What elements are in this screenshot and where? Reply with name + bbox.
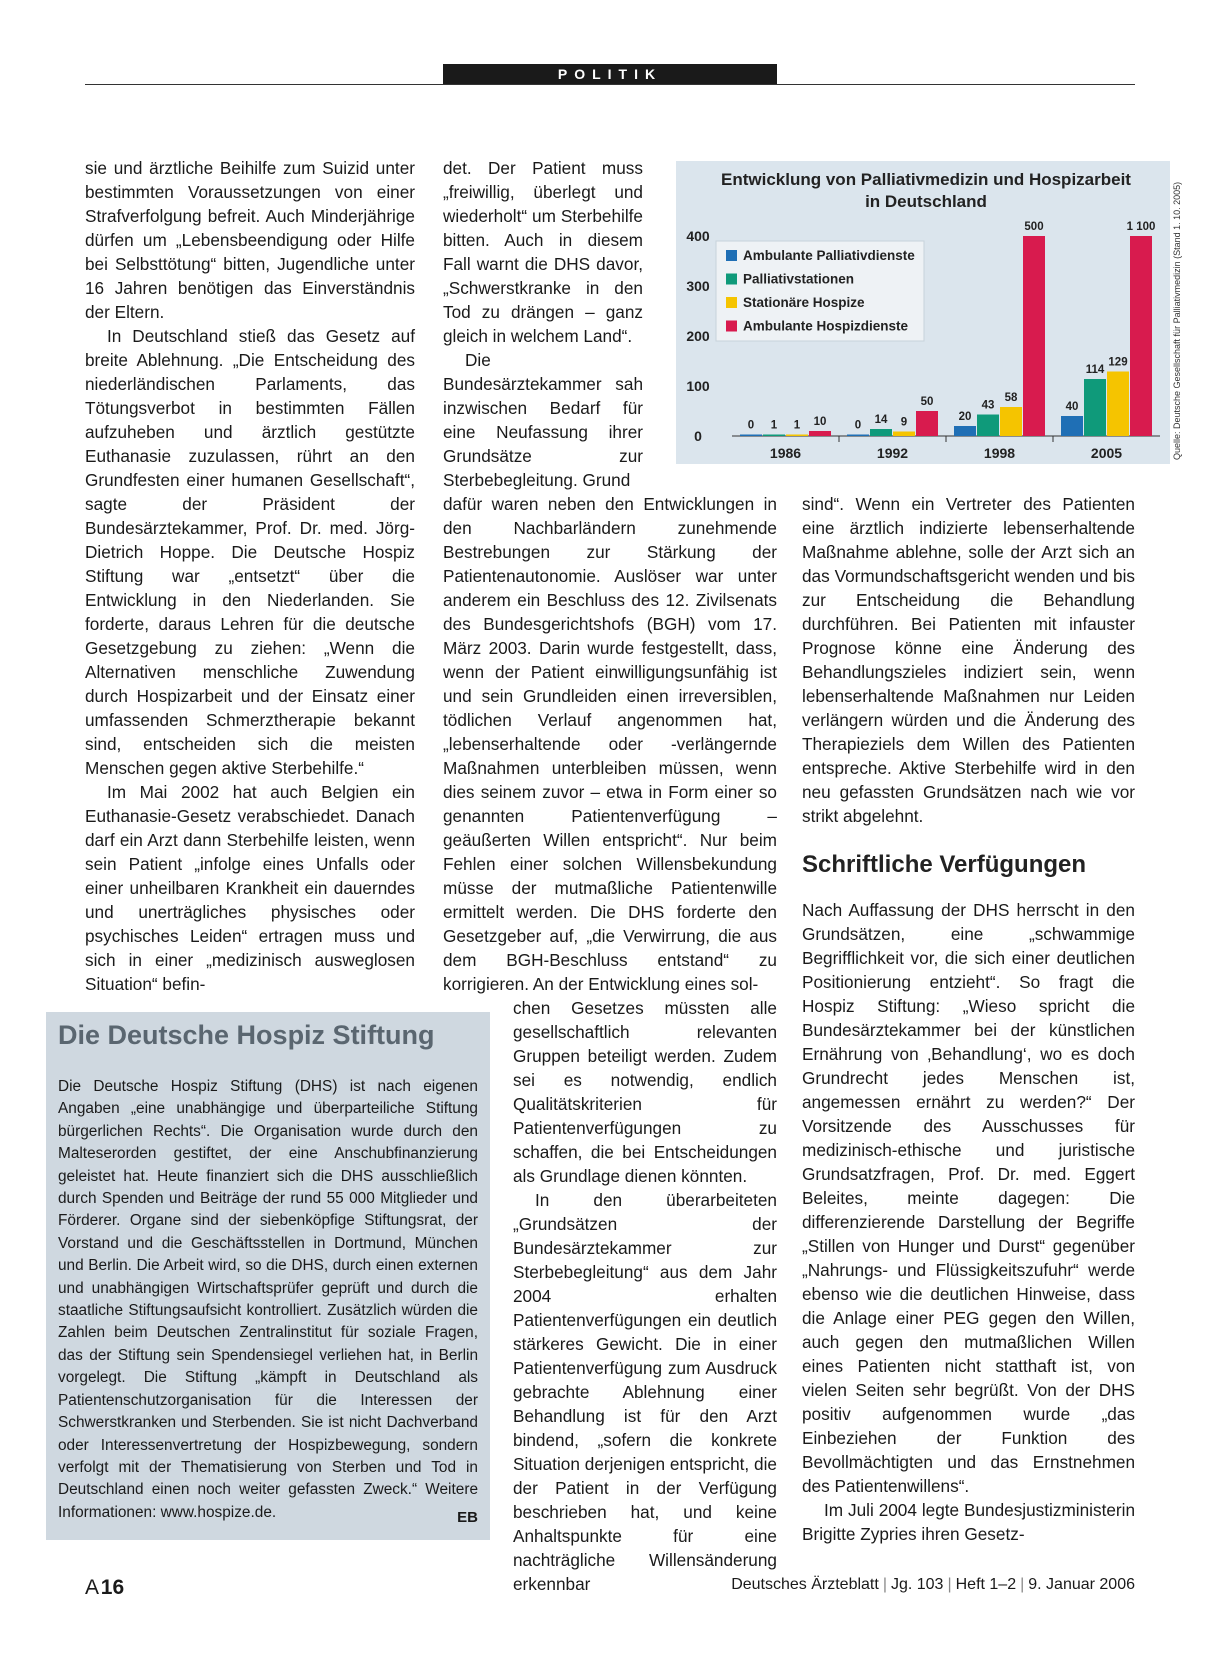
author-initials: EB [457, 1509, 478, 1526]
paragraph: det. Der Patient muss „freiwillig, überlegt und wiederholt“ um Sterbehilfe bitten. Auch in diesem Fall warnt die DHS davor, „Schwerstkranke in den Tod zu drängen – ganz gleich in welchem Land“. [443, 158, 643, 346]
bar [1107, 372, 1129, 437]
data-label: 1 [793, 419, 801, 432]
info-box-title: Die Deutsche Hospiz Stiftung [58, 1020, 435, 1050]
bar [977, 415, 999, 437]
y-tick-label: 400 [686, 228, 710, 244]
column-1 [85, 156, 415, 996]
paragraph: Die Bundesärztekammer sah inzwischen Bedarf für eine Neufassung ihrer Grundsätze zur Sterbebegleitung. Grund [443, 350, 643, 490]
chart-source: Quelle: Deutsche Gesellschaft für Palliativmedizin (Stand 1. 10. 2005) [1172, 181, 1182, 460]
page-prefix: A [85, 1576, 100, 1599]
data-label: 40 [1065, 401, 1079, 413]
bar [1000, 407, 1022, 436]
bar [1130, 236, 1152, 436]
chart-title-line: in Deutschland [865, 192, 987, 211]
bar-chart [676, 161, 1170, 464]
bar [1061, 416, 1083, 436]
column-2-bottom [513, 996, 777, 1596]
page-number-value: 16 [100, 1576, 125, 1599]
legend-swatch [726, 297, 737, 308]
column-3 [802, 492, 1135, 1546]
data-label: 10 [813, 416, 827, 428]
bar [870, 429, 892, 436]
data-label: 1 [770, 419, 778, 432]
bar [954, 426, 976, 436]
paragraph: Im Juli 2004 legte Bundesjustizministerin Brigitte Zypries ihren Gesetz- [802, 1500, 1135, 1544]
legend-swatch [726, 274, 737, 285]
data-label: 14 [874, 414, 888, 426]
paragraph: Nach Auffassung der DHS herrscht in den Grundsätzen, eine „schwammige Begrifflichkeit vor, die sich einer deutlichen Positionierung entzieht“. So fragt die Hospiz Stiftung: „Wieso spricht die Bundesärztekammer bei der künstlichen Ernährung von ‚Behandlung‘, wo es doch Grundrecht jedes Menschen ist, angemessen ernährt zu werden?“ Der Vorsitzende des Ausschusses für medizinisch-ethische und juristische Grundsatzfragen, Prof. Dr. med. Eggert Beleites, meinte dagegen: Die differenzierende Darstellung der Begriffe „Stillen von Hunger und Durst“ gegenüber „Nahrungs- und Flüssigkeitszufuhr“ werde ebenso wie die deutlichen Hinweise, dass die Anlage einer PEG gegen den Willen, auch gegen den mutmaßlichen Willen eines Patienten nicht statthaft ist, von vielen Seiten sehr begrüßt. Von der DHS positiv aufgenommen wurde „das Einbeziehen der Funktion des Bevollmächtigten und das Ernstnehmen des Patientenwillens“. [802, 900, 1135, 1496]
legend-label: Stationäre Hospize [743, 295, 865, 310]
bar [847, 435, 869, 437]
data-label: 43 [981, 399, 995, 412]
journal-name: Deutsches Ärzteblatt [731, 1576, 879, 1593]
legend-swatch [726, 250, 737, 261]
data-label: 0 [747, 419, 755, 432]
journal-info: Deutsches Ärzteblatt | Jg. 103 | Heft 1–2 | 9. Januar 2006 [731, 1576, 1135, 1593]
paragraph: Im Mai 2002 hat auch Belgien ein Euthanasie-Gesetz verabschiedet. Danach darf ein Arzt dann Sterbehilfe leisten, wenn sein Patient „infolge eines Unfalls oder einer unheilbaren Krankheit ein dauerndes und unerträgliches physisches oder psychisches Leiden“ ertragen muss und sich in einer „medizinisch ausweglosen Situation“ befin- [85, 782, 415, 994]
data-label: 500 [1024, 221, 1044, 233]
bar [786, 435, 808, 437]
y-tick-label: 300 [686, 278, 710, 294]
column-2-middle [443, 492, 777, 996]
y-tick-label: 0 [694, 428, 702, 444]
bar [1023, 236, 1045, 436]
page-number [85, 1576, 124, 1600]
info-box [46, 1012, 490, 1540]
section-heading: Schriftliche Verfügungen [802, 851, 1087, 878]
paragraph: dafür waren neben den Entwicklungen in den Nachbarländern zunehmende Bestrebungen zur Stärkung der Patientenautonomie. Auslöser war unter anderem ein Beschluss des 12. Zivilsenats des Bundesgerichtshofs (BGH) vom 17. März 2003. Darin wurde festgestellt, dass, wenn der Patient einwilligungsunfähig ist und sein Grundleiden einen irreversiblen, tödlichen Verlauf angenommen hat, „lebenserhaltende oder -verlängernde Maßnahmen unterbleiben müssen, wenn dies seinem zuvor – etwa in Form einer so genannten Patientenverfügung – geäußerten Willen entspricht“. Nur beim Fehlen einer solchen Willensbekundung müsse der mutmaßliche Patientenwille ermittelt werden. Die DHS forderte den Gesetzgeber auf, „die Verwirrung, die aus dem BGH-Beschluss entstand“ zu korrigieren. An der Entwicklung eines sol- [443, 494, 777, 994]
data-label: 114 [1085, 364, 1105, 376]
y-tick-label: 200 [686, 328, 710, 344]
x-tick-label: 1998 [983, 445, 1016, 461]
paragraph: chen Gesetzes müssten alle gesellschaftlich relevanten Gruppen beteiligt werden. Zudem sei es notwendig, endlich Qualitätskriterien für Patientenverfügungen zu schaffen, die bei Entscheidungen als Grundlage dienen könnten. [513, 998, 777, 1186]
journal-volume: Jg. 103 [890, 1576, 944, 1593]
bar [893, 432, 915, 437]
bar [1084, 379, 1106, 436]
x-tick-label: 2005 [1090, 445, 1123, 461]
column-2-top [443, 156, 643, 492]
chart-title-line: Entwicklung von Palliativmedizin und Hospizarbeit [721, 170, 1131, 189]
paragraph: sind“. Wenn ein Vertreter des Patienten eine ärztlich indizierte lebenserhaltende Maßnahme ablehne, solle der Arzt sich an das Vormundschaftsgericht wenden und bis zur Entscheidung die Behandlung durchführen. Bei Patienten mit infauster Prognose könne eine Änderung des Behandlungszieles indiziert sein, wenn lebenserhaltende Maßnahmen nur Leiden verlängern würden und die Änderung des Therapieziels dem Willen des Patienten entspreche. Aktive Sterbehilfe wird in den neu gefassten Grundsätzen nach wie vor strikt abgelehnt. [802, 494, 1135, 826]
data-label: 58 [1004, 392, 1018, 404]
data-label: 0 [854, 419, 862, 432]
bar [740, 435, 762, 437]
data-label: 1 100 [1126, 221, 1156, 233]
paragraph: In den überarbeiteten „Grundsätzen der Bundesärztekammer zur Sterbebegleitung“ aus dem Jahr 2004 erhalten Patientenverfügungen ein deutlich stärkeres Gewicht. Die in einer Patientenverfügung zum Ausdruck gebrachte Ablehnung einer Behandlung ist für den Arzt bindend, „sofern die konkrete Situation derjenigen entspricht, die der Patient in der Verfügung beschrieben hat, und keine Anhaltspunkte für eine nachträgliche Willensänderung erkennbar [513, 1190, 777, 1594]
legend-label: Palliativstationen [743, 271, 855, 287]
section-label: POLITIK [443, 64, 777, 85]
legend-swatch [726, 321, 737, 332]
bar [763, 435, 785, 437]
data-label: 20 [958, 411, 972, 423]
x-tick-label: 1986 [769, 445, 802, 461]
data-label: 9 [900, 416, 908, 429]
legend-label: Ambulante Hospizdienste [743, 318, 909, 334]
bar [916, 411, 938, 436]
header-rule [85, 84, 1135, 85]
paragraph: sie und ärztliche Beihilfe zum Suizid unter bestimmten Voraussetzungen von einer Strafverfolgung befreit. Auch Minderjährige dürfen um „Lebensbeendigung oder Hilfe bei Selbsttötung“ bitten, Jugendliche unter 16 Jahren benötigen das Einverständnis der Eltern. [85, 158, 415, 322]
paragraph: In Deutschland stieß das Gesetz auf breite Ablehnung. „Die Entscheidung des niederländischen Parlaments, das Tötungsverbot in bestimmten Fällen aufzuheben und ärztlich gestützte Euthanasie zuzulassen, rührt an den Grundfesten einer humanen Gesellschaft“, sagte der Präsident der Bundesärztekammer, Prof. Dr. med. Jörg-Dietrich Hoppe. Die Deutsche Hospiz Stiftung war „entsetzt“ über die Entwicklung in den Niederlanden. Sie forderte, daraus Lehren für die deutsche Gesetzgebung zu ziehen: „Wenn die Alternativen menschliche Zuwendung durch Hospizarbeit und der Einsatz einer umfassenden Schmerztherapie bekannt sind, entscheiden sich die meisten Menschen gegen aktive Sterbehilfe.“ [85, 326, 415, 778]
journal-issue: Heft 1–2 [955, 1576, 1017, 1593]
data-label: 129 [1108, 356, 1128, 369]
journal-date: 9. Januar 2006 [1028, 1576, 1135, 1593]
legend-label: Ambulante Palliativdienste [743, 248, 915, 263]
info-box-text: Die Deutsche Hospiz Stiftung (DHS) ist nach eigenen Angaben „eine unabhängige und überparteiliche Stiftung bürgerlichen Rechts“. Die Organisation wurde durch den Malteserorden gestiftet, der eine Anschubfinanzierung geleistet hat. Heute finanziert sich die DHS ausschließlich durch Spenden und Beiträge der rund 55 000 Mitglieder und Förderer. Organe sind der siebenköpfige Stiftungsrat, der Vorstand und die Geschäftsstellen in Dortmund, München und Berlin. Die Arbeit wird, so die DHS, durch einen externen und unabhängigen Wirtschaftsprüfer geprüft und durch die staatliche Stiftungsaufsicht kontrolliert. Zusätzlich würden die Zahlen beim Deutschen Zentralinstitut für soziale Fragen, das der Stiftung sein Spendensiegel verliehen hat, in Berlin vorgelegt. Die Stiftung „kämpft in Deutschland als Patientenschutzorganisation für die Interessen der Schwerstkranken und Sterbenden. Sie ist nicht Dachverband oder Interessenvertretung der Hospizbewegung, sondern verfolgt mit der Thematisierung von Sterben und Tod in Deutschland einen noch weiter gefassten Zweck.“ Weitere Informationen: www.hospize.de. [58, 1078, 478, 1521]
x-tick-label: 1992 [876, 445, 909, 461]
data-label: 50 [920, 396, 934, 408]
bar [809, 431, 831, 436]
y-tick-label: 100 [686, 378, 710, 394]
